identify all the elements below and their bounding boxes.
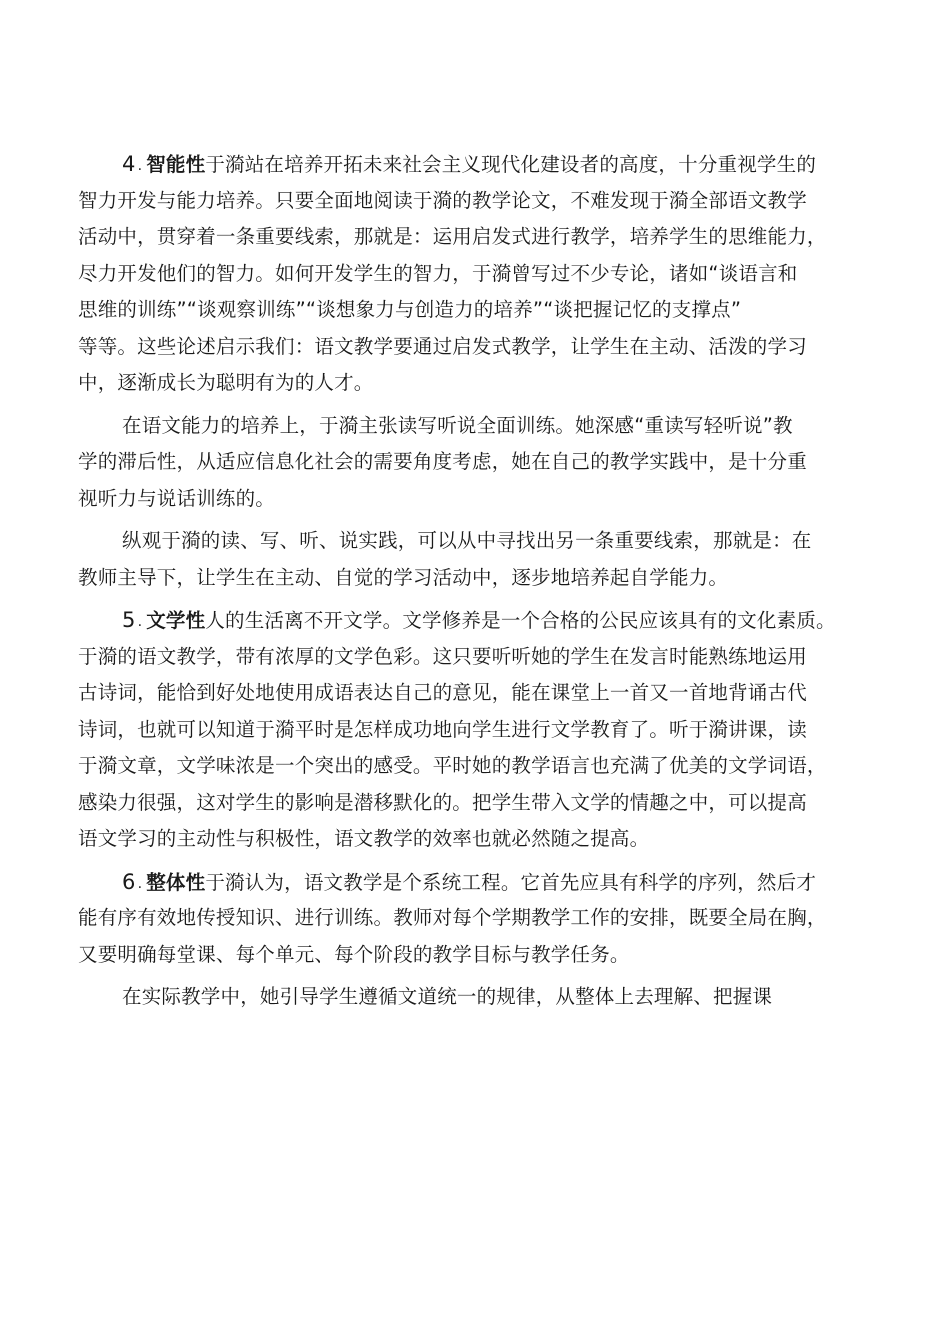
- text-line: 语文学习的主动性与积极性，语文教学的效率也就必然随之提高。: [78, 827, 650, 850]
- text-line: 诗词，也就可以知道于漪平时是怎样成功地向学生进行文学教育了。听于漪讲课，读: [78, 717, 807, 741]
- section-number: 4: [122, 152, 136, 176]
- document-body: [78, 146, 888, 1016]
- paragraph-language-ability: [78, 408, 888, 518]
- text-line: [78, 864, 888, 901]
- paragraph-practice: [78, 979, 888, 1016]
- section-dot: .: [137, 875, 143, 892]
- text-line: 在语文能力的培养上，于漪主张读写听说全面训练。她深感“重读写轻听说”教: [122, 413, 793, 437]
- paragraph-self-study: [78, 523, 888, 596]
- text-line: 等等。这些论述启示我们：语文教学要通过启发式教学，让学生在主动、活泼的学习: [78, 334, 807, 358]
- text-line: 于漪文章，文学味浓是一个突出的感受。平时她的教学语言也充满了优美的文学词语，: [78, 754, 827, 777]
- section-dot: .: [137, 158, 143, 174]
- line-text: 于漪认为，语文教学是个系统工程。它首先应具有科学的序列，然后才: [205, 870, 817, 894]
- line-text: 于漪站在培养开拓未来社会主义现代化建设者的高度，十分重视学生的: [205, 153, 817, 176]
- section-keyword: 智能性: [146, 153, 206, 176]
- section-keyword: 整体性: [146, 870, 206, 894]
- paragraph-intelligence: [78, 146, 888, 402]
- text-line: [78, 146, 888, 183]
- text-line: 学的滞后性，从适应信息化社会的需要角度考虑，她在自己的教学实践中，是十分重: [78, 450, 807, 473]
- text-line: 古诗词，能恰到好处地使用成语表达自己的意见，能在课堂上一首又一首地背诵古代: [78, 681, 807, 704]
- paragraph-literary: [78, 602, 888, 858]
- section-number: 5: [122, 608, 136, 632]
- text-line: 在实际教学中，她引导学生遵循文道统一的规律，从整体上去理解、把握课: [122, 985, 773, 1008]
- text-line: 教师主导下，让学生在主动、自觉的学习活动中，逐步地培养起自学能力。: [78, 565, 729, 589]
- text-line: 能有序有效地传授知识、进行训练。教师对每个学期教学工作的安排，既要全局在胸，: [78, 906, 827, 929]
- section-number: 6: [122, 869, 136, 894]
- text-line: 智力开发与能力培养。只要全面地阅读于漪的教学论文，不难发现于漪全部语文教学: [78, 188, 807, 212]
- text-line: 感染力很强，这对学生的影响是潜移默化的。把学生带入文学的情趣之中，可以提高: [78, 790, 807, 814]
- line-text: 人的生活离不开文学。文学修养是一个合格的公民应该具有的文化素质。: [205, 609, 836, 632]
- text-line: 又要明确每堂课、每个单元、每个阶段的教学目标与教学任务。: [78, 942, 630, 966]
- text-line: [78, 602, 888, 639]
- text-line: 中，逐渐成长为聪明有为的人才。: [78, 371, 374, 394]
- text-line: 于漪的语文教学，带有浓厚的文学色彩。这只要听听她的学生在发言时能熟练地运用: [78, 644, 807, 668]
- paragraph-holistic: [78, 864, 888, 974]
- text-line: 尽力开发他们的智力。如何开发学生的智力，于漪曾写过不少专论，诸如“谈语言和: [78, 261, 798, 285]
- text-line: 视听力与说话训练的。: [78, 486, 276, 510]
- section-keyword: 文学性: [146, 609, 206, 632]
- text-line: 活动中，贯穿着一条重要线索，那就是：运用启发式进行教学，培养学生的思维能力，: [78, 225, 827, 248]
- section-dot: .: [137, 614, 143, 630]
- text-line: 纵观于漪的读、写、听、说实践，可以从中寻找出另一条重要线索，那就是：在: [122, 529, 812, 552]
- text-line: 思维的训练”“谈观察训练”“谈想象力与创造力的培养”“谈把握记忆的支撑点”: [78, 298, 742, 321]
